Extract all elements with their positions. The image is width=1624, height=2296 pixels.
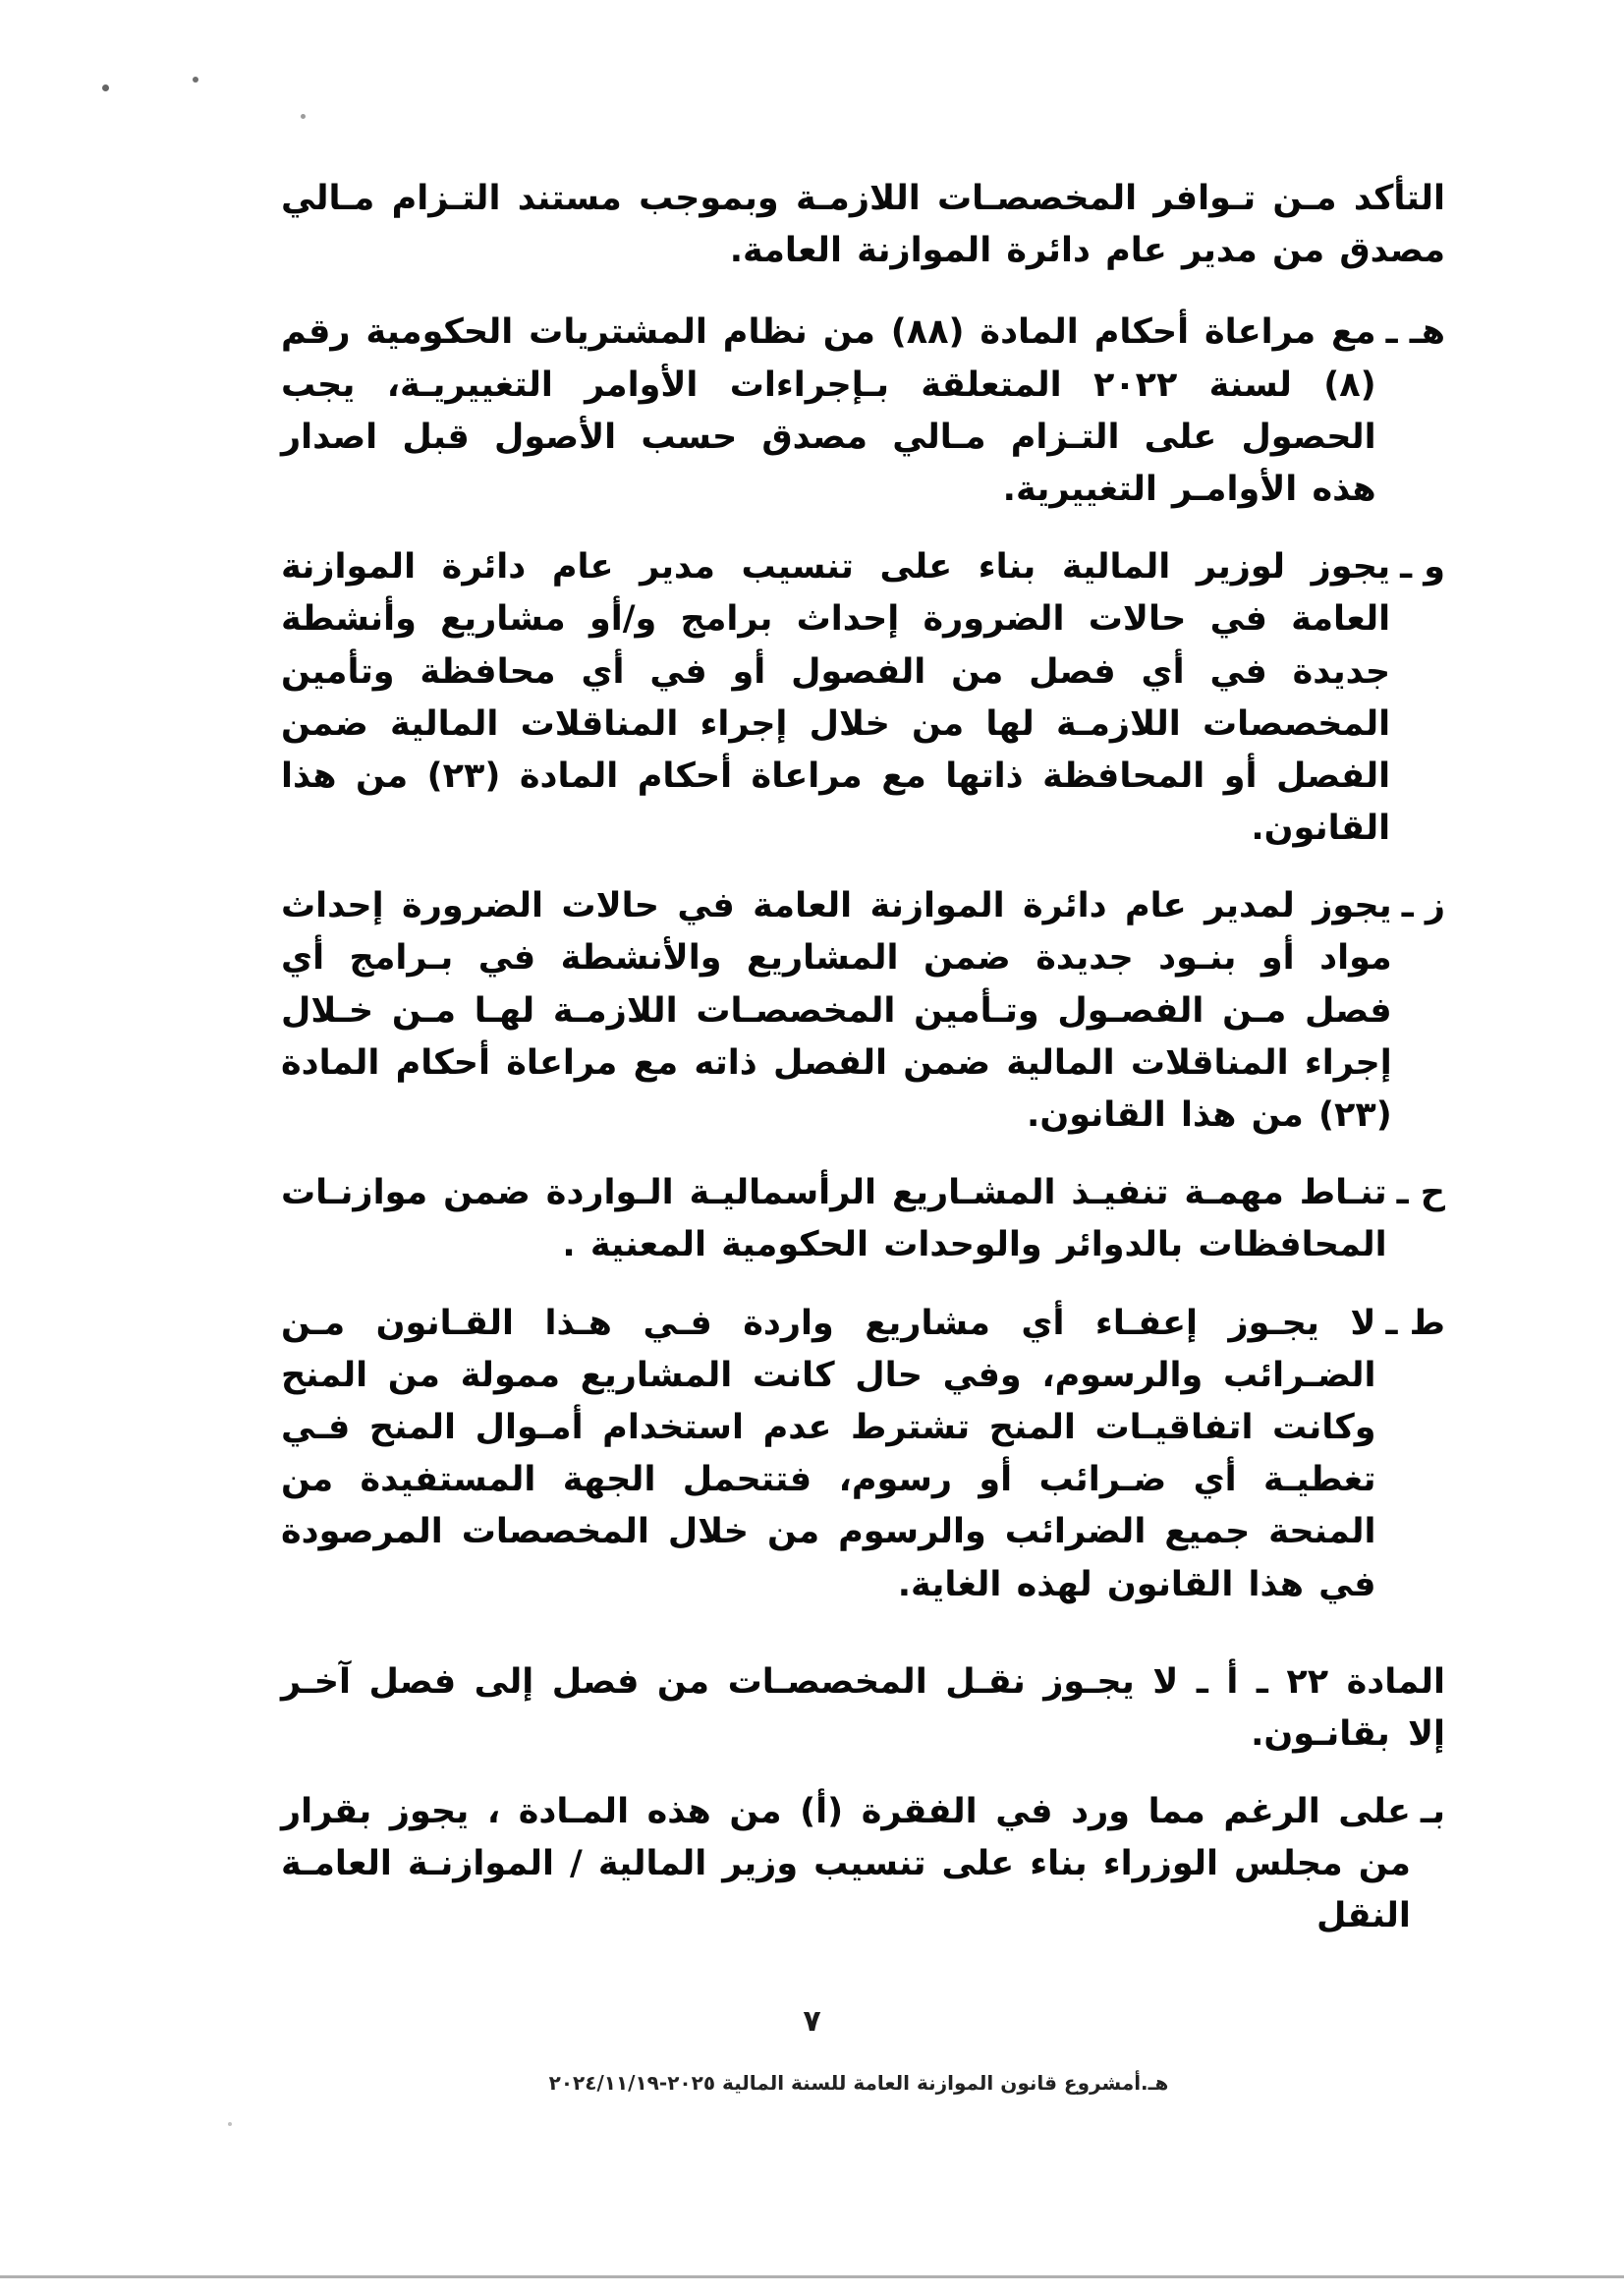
footer-note: هـ.أمشروع قانون الموازنة العامة للسنة المالية ٢٠٢٥-٢٠٢٤/١١/١٩ [548, 2071, 1169, 2095]
clause-taa [281, 1298, 1445, 1611]
scan-speckle-icon [102, 84, 109, 91]
clause-text: تنـاط مهمـة تنفيـذ المشـاريع الرأسماليـة الـواردة ضمن موازنـات المحافظات بالدوائر والوحدات الحكومية المعنية . [281, 1173, 1387, 1265]
clause-marker: ز ـ [1401, 886, 1445, 926]
page-number: ٧ [803, 2004, 821, 2039]
clause-marker: و ـ [1400, 547, 1445, 588]
clause-text: يجوز لوزير المالية بناء على تنسيب مدير عام دائرة الموازنة العامة في حالات الضرورة إحداث برامج و/أو مشاريع وأنشطة جديدة في أي فصل من الفصول أو في أي محافظة وتأمين المخصصات اللازمـة لها من خلال إجراء المناقلات المالية ضمن الفصل أو المحافظة ذاتها مع مراعاة أحكام المادة (٢٣) من هذا القانون. [281, 547, 1391, 849]
clause-marker: بـ [1420, 1792, 1445, 1832]
document-body [281, 173, 1445, 1969]
article-22-heading: المادة ٢٢ ـ أ ـ لا يجـوز نقـل المخصصـات من فصل إلى فصل آخـر إلا بقانـون. [281, 1661, 1445, 1754]
clause-haa2 [281, 1167, 1445, 1271]
paragraph-text: التأكد مـن تـوافر المخصصـات اللازمـة وبموجب مستند التـزام مـالي مصدق من مدير عام دائرة الموازنة العامة. [281, 179, 1445, 271]
clause-marker: هـ ـ [1385, 312, 1445, 353]
clause-text: مع مراعاة أحكام المادة (٨٨) من نظام المشتريات الحكومية رقم (٨) لسنة ٢٠٢٢ المتعلقة بـإجراءات الأوامر التغييريـة، يجب الحصول على التـزام مـالي مصدق حسب الأصول قبل اصدار هذه الأوامـر التغييرية. [281, 312, 1376, 509]
clause-haa [281, 307, 1445, 516]
article-22-clause-b [281, 1786, 1445, 1943]
clause-marker: ح ـ [1396, 1173, 1445, 1213]
clause-waw [281, 541, 1445, 855]
scan-speckle-icon [301, 114, 306, 119]
scan-speckle-icon [228, 2122, 232, 2126]
scan-speckle-icon [193, 77, 198, 83]
clause-text: لا يجـوز إعفـاء أي مشاريع واردة فـي هـذا القـانون مـن الضـرائب والرسوم، وفي حال كانت المشاريع ممولة من المنح وكانت اتفاقيـات المنح تشترط عدم استخدام أمـوال المنح فـي تغطيـة أي ضـرائب أو رسوم، فتتحمل الجهة المستفيدة من المنحة جميع الضرائب والرسوم من خلال المخصصات المرصودة في هذا القانون لهذه الغاية. [281, 1303, 1376, 1604]
clause-text: على الرغم مما ورد في الفقرة (أ) من هذه المـادة ، يجوز بقرار من مجلس الوزراء بناء على تنسيب وزير المالية / الموازنـة العامـة النقل [281, 1792, 1411, 1936]
paragraph-continuation [281, 173, 1445, 277]
clause-marker: ط ـ [1385, 1303, 1445, 1343]
clause-zay [281, 880, 1445, 1142]
clause-text: يجوز لمدير عام دائرة الموازنة العامة في حالات الضرورة إحداث مواد أو بنـود جديدة ضمن المشاريع والأنشطة في بـرامج أي فصل مـن الفصـول وتـأمين المخصصـات اللازمـة لهـا مـن خـلال إجراء المناقلات المالية ضمن الفصل ذاته مع مراعاة أحكام المادة (٢٣) من هذا القانون. [281, 886, 1392, 1135]
scan-edge-line [0, 2275, 1624, 2278]
